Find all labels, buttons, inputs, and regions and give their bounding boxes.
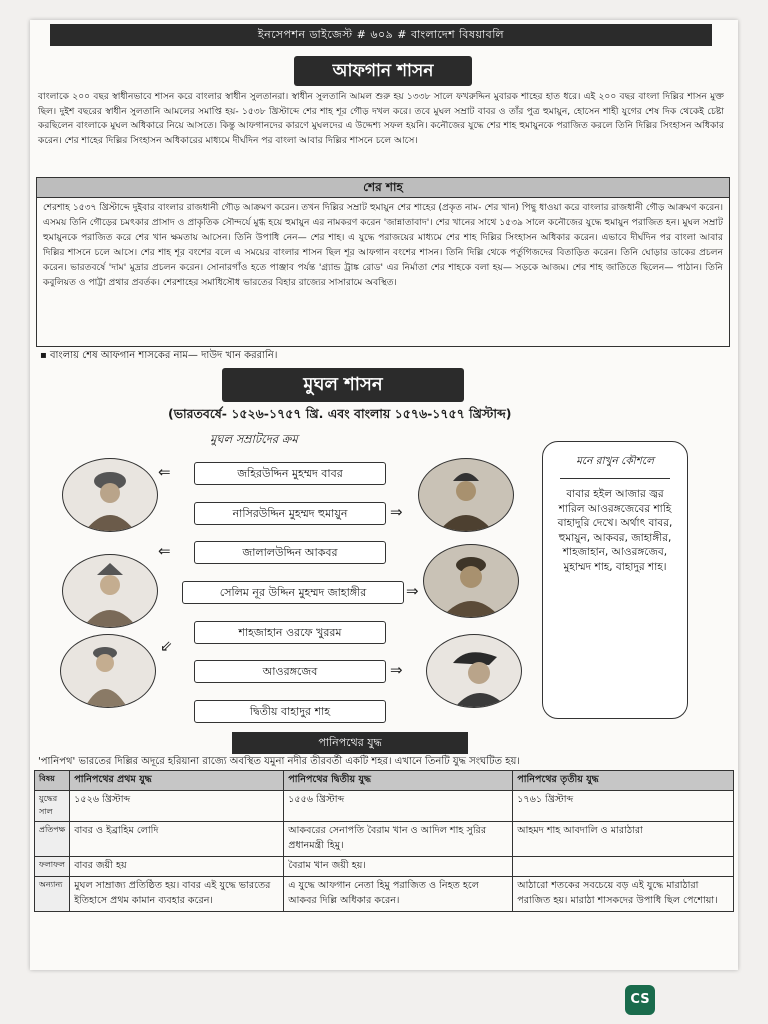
portrait-jahangir-illustration (424, 545, 518, 617)
arrow-right-icon: ⇒ (390, 503, 403, 521)
portrait-aurangzeb (426, 634, 522, 708)
table-cell: বৈরাম খান জয়ী হয়। (284, 857, 513, 877)
ruler-babur: জহিরউদ্দিন মুহম্মদ বাবর (194, 462, 386, 485)
column-header: পানিপথের প্রথম যুদ্ধ (70, 771, 284, 791)
mughal-heading: মুঘল শাসন (222, 368, 464, 402)
table-cell: বাবর ও ইব্রাহিম লোদি (70, 822, 284, 857)
sher-shah-title: শের শাহ (37, 178, 729, 198)
table-cell: আকবরের সেনাপতি বৈরাম খান ও আদিল শাহ সুরির প্রধানমন্ত্রী হিমু। (284, 822, 513, 857)
camscanner-badge: CS (625, 985, 655, 1015)
sher-shah-body: শেরশাহ ১৫৩৭ খ্রিস্টাব্দে দুইবার বাংলার রাজধানী গৌড় আক্রমণ করেন। তখন দিল্লির সম্রাট হুমায়ুন শের শাহের (প্রকৃত নাম- শের খান) পিছু ধাওয়া করে বাংলার রাজধানী গৌড় আক্রমণ করেন। এসময় তিনি গৌড়ের চমৎকার প্রাসাদ ও প্রাকৃতিক সৌন্দর্যে মুগ্ধ হয়ে হুমায়ুন এর নামকরণ করেন 'জান্নাতাবাদ'। শের খানের সাথে ১৫৩৯ সালে কনৌজের যুদ্ধে হুমায়ুন পরাজিত হন। মুঘল সম্রাট হুমায়ুনকে পরাজিত করে শের খান ক্ষমতায় আসেন। তিনি উপাধি নেন— শের শাহ। এ যুদ্ধে পরাজয়ের মাধ্যমে শের শাহ দিল্লির সিংহাসন অধিকার করেন। এভাবে দীর্ঘদিন পর বাংলা আবার দিল্লির শাসনে চলে আসে। শের শাহ শূর বংশের বলে এ সময়ের বাংলার শাসন ছিল শূর আফগান বংশের শাসন। তিনি দিল্লি থেকে পর্তুগিজদের বিতাড়িত করেন। তিনি ঘোড়ার ডাকের প্রচলন করেন। ভারতবর্ষে 'দাম' মুদ্রার প্রচলন করেন। সোনারগাঁও হতে পাঞ্জাব পর্যন্ত 'গ্র্যান্ড ট্রাঙ্ক রোড' এর নির্মাতা শের শাহকে বলা হয়— সড়কে আজম। শের শাহ জাতিতে ছিলেন— পাঠান। তিনি কবুলিয়ত ও পাট্টা প্রথার প্রবর্তক। শেরশাহের সমাধিসৌধ ভারতের বিহার রাজ্যের সাসারামে অবস্থিত। (43, 203, 723, 288)
note-line: ▪ বাংলায় শেষ আফগান শাসকের নাম— দাউদ খান কররানি। (40, 350, 278, 361)
table-cell: বাবর জয়ী হয় (70, 857, 284, 877)
ruler-humayun: নাসিরউদ্দিন মুহম্মদ হুমায়ুন (194, 502, 386, 525)
row-label: ফলাফল (35, 857, 70, 877)
table-cell: এ যুদ্ধে আফগান নেতা হিমু পরাজিত ও নিহত হলে আকবর দিল্লি অধিকার করেন। (284, 877, 513, 912)
portrait-shahjahan-illustration (61, 635, 155, 707)
mughal-subtitle: (ভারতবর্ষে- ১৫২৬-১৭৫৭ খ্রি. এবং বাংলায় ১৫৭৬-১৭৫৭ খ্রিস্টাব্দ) (168, 406, 512, 421)
sher-shah-box (36, 177, 730, 347)
table-cell: আহমদ শাহ আবদালি ও মারাঠারা (513, 822, 734, 857)
arrow-left-icon: ⇐ (158, 542, 171, 560)
mnemonic-body: বাবার হইল আজার জ্বর শারিল আওরঙ্গজেবের শাহি বাহাদুরি দেখে। অর্থাৎ বাবর, হুমায়ুন, আকবর, জাহাঙ্গীর, শাহজাহান, আওরঙ্গজেব, মুহাম্মদ শাহ, বাহাদুর শাহ। (557, 488, 673, 573)
portrait-humayun-illustration (419, 459, 513, 531)
column-header: বিষয় (35, 771, 70, 791)
portrait-babur-illustration (63, 459, 157, 531)
table-header-row (35, 771, 734, 791)
note-text: বাংলায় শেষ আফগান শাসকের নাম— দাউদ খান কররানি। (49, 350, 278, 361)
mnemonic-box (542, 441, 688, 719)
mnemonic-title: মনে রাখুন কৌশলে (576, 455, 654, 467)
book-page (30, 20, 738, 970)
table-cell: ১৫৫৬ খ্রিস্টাব্দ (284, 791, 513, 822)
panipat-intro: 'পানিপথ' ভারতের দিল্লির অদূরে হরিয়ানা রাজ্যে অবস্থিত যমুনা নদীর তীরবর্তী একটি শহর। এখানে তিনটি যুদ্ধ সংঘটিত হয়। (38, 756, 520, 767)
ruler-shahjahan: শাহজাহান ওরফে খুররম (194, 621, 386, 644)
row-label: প্রতিপক্ষ (35, 822, 70, 857)
table-row (35, 791, 734, 822)
ruler-bahadur-shah: দ্বিতীয় বাহাদুর শাহ (194, 700, 386, 723)
table-cell: আঠারো শতকের সবচেয়ে বড় এই যুদ্ধে মারাঠারা পরাজিত হয়। মারাঠা শাসকদের উপাধি ছিল পেশোয়া। (513, 877, 734, 912)
table-cell: মুঘল সাম্রাজ্য প্রতিষ্ঠিত হয়। বাবর এই যুদ্ধে ভারতের ইতিহাসে প্রথম কামান ব্যবহার করেন। (70, 877, 284, 912)
portrait-humayun (418, 458, 514, 532)
arrow-right-icon: ⇒ (390, 661, 403, 679)
table-row (35, 857, 734, 877)
running-header: ইনসেপশন ডাইজেস্ট # ৬০৯ # বাংলাদেশ বিষয়াবলি (50, 24, 712, 46)
table-cell: ১৫২৬ খ্রিস্টাব্দ (70, 791, 284, 822)
table-row (35, 877, 734, 912)
table-cell: ১৭৬১ খ্রিস্টাব্দ (513, 791, 734, 822)
arrow-down-left-icon: ⇙ (160, 637, 173, 655)
portrait-akbar (62, 554, 158, 628)
table-row (35, 822, 734, 857)
panipat-heading: পানিপথের যুদ্ধ (232, 732, 468, 754)
ruler-akbar: জালালউদ্দিন আকবর (194, 541, 386, 564)
arrow-right-icon: ⇒ (406, 582, 419, 600)
panipat-table (34, 770, 734, 912)
table-cell (513, 857, 734, 877)
portrait-babur (62, 458, 158, 532)
portrait-akbar-illustration (63, 555, 157, 627)
column-header: পানিপথের তৃতীয় যুদ্ধ (513, 771, 734, 791)
afghan-intro: বাংলাকে ২০০ বছর স্বাধীনভাবে শাসন করে বাংলার স্বাধীন সুলতানরা। স্বাধীন সুলতানি আমল শুরু হয় ১৩৩৮ সালে ফখরুদ্দিন মুবারক শাহের হাত ধরে। এই ২০০ বছর বাংলা দিল্লির শাসন মুক্ত ছিল। দুইশ বছরের স্বাধীন সুলতানি আমলের সমাপ্তি হয়- ১৫৩৮ খ্রিস্টাব্দে শের শাহ শূর গৌড় দখল করে। তবে মুঘল সম্রাট বাবর ও তাঁর পুত্র হুমায়ুন, হোসেন শাহী যুগের শেষ দিক থেকেই চেষ্টা করছিলেন বাংলাকে মুঘল অধিকারে নিয়ে আসতে। কিন্তু আফগানদের কারণে মুঘলদের এ উদ্দেশ্য সফল হয়নি। কনৌজের যুদ্ধে শের শাহ হুমায়ুনকে পরাজিত করলে তিনি দিল্লির সিংহাসন অধিকার করেন। শের শাহের দিল্লির সিংহাসন অধিকারের মাধ্যমে দীর্ঘদিন পর বাংলা আবার দিল্লির শাসনে চলে আসে। (38, 92, 724, 146)
sequence-label: মুঘল সম্রাটদের ক্রম (210, 432, 298, 446)
portrait-jahangir (423, 544, 519, 618)
row-label: যুদ্ধের সাল (35, 791, 70, 822)
portrait-shahjahan (60, 634, 156, 708)
column-header: পানিপথের দ্বিতীয় যুদ্ধ (284, 771, 513, 791)
ruler-aurangzeb: আওরঙ্গজেব (194, 660, 386, 683)
mnemonic-divider (560, 478, 670, 479)
ruler-jahangir: সেলিম নূর উদ্দিন মুহম্মদ জাহাঙ্গীর (182, 581, 404, 604)
arrow-left-icon: ⇐ (158, 463, 171, 481)
row-label: অন্যান্য (35, 877, 70, 912)
afghan-heading: আফগান শাসন (294, 56, 472, 86)
portrait-aurangzeb-illustration (427, 635, 521, 707)
